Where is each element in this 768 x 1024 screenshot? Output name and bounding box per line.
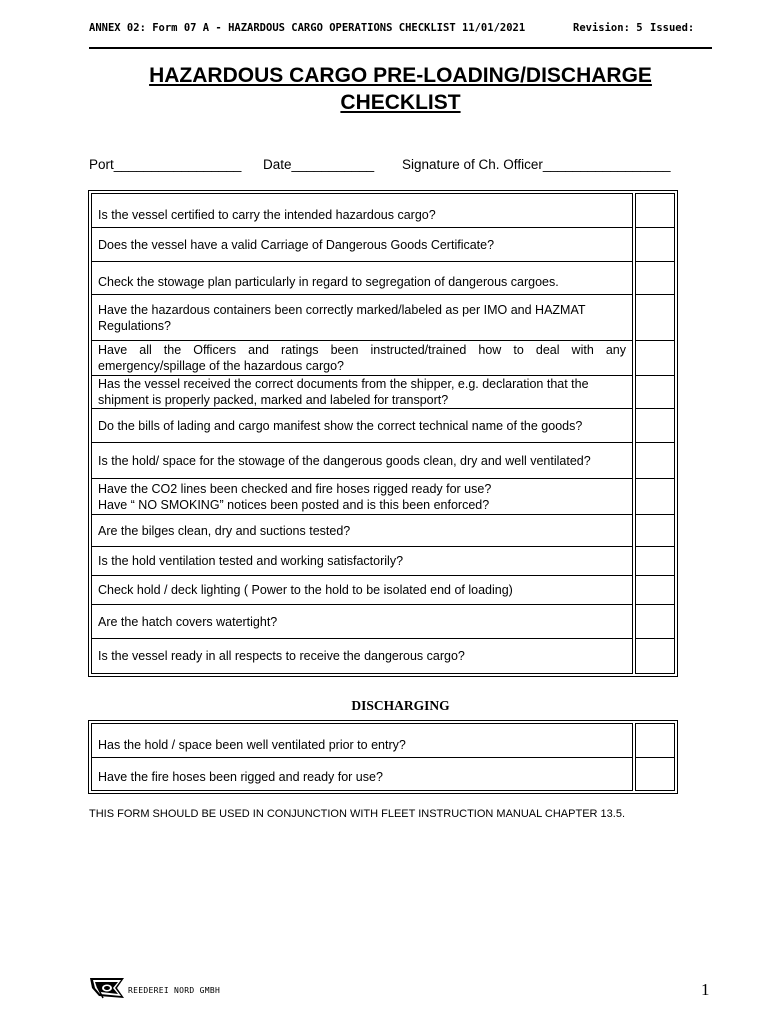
checklist-row (92, 443, 675, 479)
checkbox-cell[interactable] (636, 479, 675, 515)
header-fields (89, 157, 709, 175)
page-header (89, 20, 712, 49)
checklist-question-line: Have “ NO SMOKING” notices been posted and is this been enforced? (98, 497, 490, 512)
checklist-question: Check hold / deck lighting ( Power to the hold to be isolated end of loading) (92, 576, 633, 605)
checklist-question: Is the hold/ space for the stowage of the dangerous goods clean, dry and well ventilated? (92, 443, 633, 479)
checklist-question: Is the hold ventilation tested and working satisfactorily? (92, 547, 633, 576)
checkbox-cell[interactable] (636, 409, 675, 443)
checklist-question: Is the vessel certified to carry the intended hazardous cargo? (92, 194, 633, 228)
checkbox-cell[interactable] (636, 341, 675, 376)
checklist-question-line: Have the CO2 lines been checked and fire hoses rigged ready for use? (98, 481, 492, 496)
discharging-heading: DISCHARGING (351, 698, 450, 713)
checklist-row (92, 262, 675, 295)
checklist-question: Do the bills of lading and cargo manifest show the correct technical name of the goods? (92, 409, 633, 443)
checklist-row (92, 194, 675, 228)
checklist-question: Are the bilges clean, dry and suctions tested? (92, 515, 633, 547)
page-title: HAZARDOUS CARGO PRE-LOADING/DISCHARGE CHECKLIST (149, 64, 652, 114)
checklist-row (92, 228, 675, 262)
checklist-row (92, 639, 675, 674)
loading-checklist-table (88, 190, 678, 677)
form-reference: ANNEX 02: Form 07 A - HAZARDOUS CARGO OPERATIONS CHECKLIST 11/01/2021 (89, 22, 526, 34)
revision-label: Revision: 5 (573, 22, 643, 34)
checkbox-cell[interactable] (636, 515, 675, 547)
checklist-question: Have the fire hoses been rigged and ready for use? (92, 758, 633, 791)
footnote: THIS FORM SHOULD BE USED IN CONJUNCTION WITH FLEET INSTRUCTION MANUAL CHAPTER 13.5. (89, 808, 625, 820)
checkbox-cell[interactable] (636, 194, 675, 228)
checkbox-cell[interactable] (636, 758, 675, 791)
company-name: REEDEREI NORD GMBH (128, 986, 221, 995)
checklist-row (92, 376, 675, 409)
checklist-question: Are the hatch covers watertight? (92, 605, 633, 639)
checklist-row (92, 341, 675, 376)
checkbox-cell[interactable] (636, 443, 675, 479)
checklist-row (92, 758, 675, 791)
checklist-row (92, 576, 675, 605)
checklist-question: Have all the Officers and ratings been instructed/trained how to deal with any emergency/spillage of the hazardous cargo? (92, 341, 633, 376)
checkbox-cell[interactable] (636, 605, 675, 639)
checkbox-cell[interactable] (636, 724, 675, 758)
checklist-row (92, 479, 675, 515)
checklist-row (92, 515, 675, 547)
issued-label: Issued: (650, 22, 695, 34)
checkbox-cell[interactable] (636, 295, 675, 341)
checklist-question (92, 479, 633, 515)
checkbox-cell[interactable] (636, 228, 675, 262)
date-field[interactable]: Date___________ (263, 157, 375, 172)
checkbox-cell[interactable] (636, 376, 675, 409)
checkbox-cell[interactable] (636, 262, 675, 295)
checklist-question: Have the hazardous containers been correctly marked/labeled as per IMO and HAZMAT Regulations? (92, 295, 633, 341)
checklist-question: Has the vessel received the correct documents from the shipper, e.g. declaration that the shipment is properly packed, marked and labeled for transport? (92, 376, 633, 409)
checklist-row (92, 547, 675, 576)
checklist-row (92, 409, 675, 443)
checkbox-cell[interactable] (636, 576, 675, 605)
checklist-question: Has the hold / space been well ventilated prior to entry? (92, 724, 633, 758)
discharging-checklist-table (88, 720, 678, 794)
page-number: 1 (701, 980, 710, 999)
checklist-row (92, 295, 675, 341)
checkbox-cell[interactable] (636, 639, 675, 674)
checklist-question: Check the stowage plan particularly in regard to segregation of dangerous cargoes. (92, 262, 633, 295)
checklist-row (92, 605, 675, 639)
checklist-row (92, 724, 675, 758)
signature-field[interactable]: Signature of Ch. Officer_________________ (402, 157, 671, 172)
company-flag-logo-icon (89, 976, 125, 1000)
checklist-question: Is the vessel ready in all respects to receive the dangerous cargo? (92, 639, 633, 674)
port-field[interactable]: Port_________________ (89, 157, 242, 172)
checkbox-cell[interactable] (636, 547, 675, 576)
checklist-question: Does the vessel have a valid Carriage of Dangerous Goods Certificate? (92, 228, 633, 262)
